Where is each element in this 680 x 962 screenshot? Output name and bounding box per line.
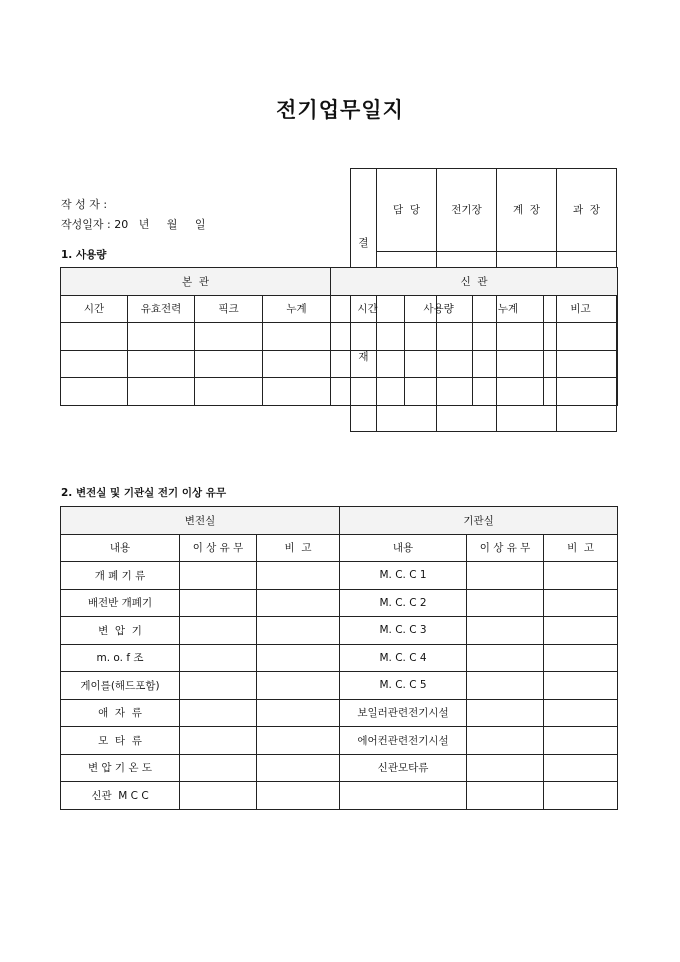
usage-cell[interactable] (544, 378, 618, 406)
substation-abnormal-cell[interactable] (180, 617, 257, 645)
usage-col-header: 픽크 (195, 295, 263, 323)
inspection-row (61, 644, 618, 672)
inspection-col-remark: 비 고 (544, 534, 618, 562)
engine-room-item: M. C. C 3 (340, 617, 467, 645)
usage-cell[interactable] (331, 350, 405, 378)
engine-room-item: M. C. C 1 (340, 562, 467, 590)
substation-item: 게이를(해드포함) (61, 672, 180, 700)
substation-abnormal-cell[interactable] (180, 589, 257, 617)
engine-room-remark-cell[interactable] (544, 699, 618, 727)
engine-room-item: M. C. C 5 (340, 672, 467, 700)
engine-room-remark-cell[interactable] (544, 727, 618, 755)
usage-cell[interactable] (61, 350, 128, 378)
inspection-col-remark: 비 고 (257, 534, 340, 562)
usage-cell[interactable] (473, 323, 544, 351)
substation-remark-cell[interactable] (257, 699, 340, 727)
section1-title: 1. 사용량 (61, 249, 107, 261)
substation-abnormal-cell[interactable] (180, 727, 257, 755)
approval-role-manager: 담 당 (377, 169, 437, 252)
page-title: 전기업무일지 (276, 98, 404, 122)
engine-room-abnormal-cell[interactable] (467, 562, 544, 590)
usage-cell[interactable] (128, 378, 195, 406)
approval-side-top: 결 (358, 237, 369, 249)
substation-item: 변 압 기 온 도 (61, 754, 180, 782)
usage-cell[interactable] (61, 323, 128, 351)
engine-room-remark-cell[interactable] (544, 672, 618, 700)
substation-item: 배전반 개폐기 (61, 589, 180, 617)
engine-room-item: M. C. C 4 (340, 644, 467, 672)
engine-room-abnormal-cell[interactable] (467, 782, 544, 810)
engine-room-remark-cell[interactable] (544, 754, 618, 782)
usage-row (61, 323, 618, 351)
substation-remark-cell[interactable] (257, 644, 340, 672)
usage-cell[interactable] (195, 350, 263, 378)
usage-cell[interactable] (263, 350, 331, 378)
usage-row (61, 378, 618, 406)
usage-group-new: 신 관 (331, 268, 618, 296)
inspection-col-abnormal: 이 상 유 무 (467, 534, 544, 562)
inspection-group-engine-room: 기관실 (340, 507, 618, 535)
approval-role-section-chief: 계 장 (497, 169, 557, 252)
substation-item: m. o. f 조 (61, 644, 180, 672)
usage-col-header: 누계 (473, 295, 544, 323)
substation-remark-cell[interactable] (257, 727, 340, 755)
substation-abnormal-cell[interactable] (180, 644, 257, 672)
usage-cell[interactable] (405, 350, 473, 378)
usage-cell[interactable] (128, 323, 195, 351)
usage-cell[interactable] (544, 323, 618, 351)
inspection-col-abnormal: 이 상 유 무 (180, 534, 257, 562)
engine-room-abnormal-cell[interactable] (467, 617, 544, 645)
substation-remark-cell[interactable] (257, 617, 340, 645)
inspection-group-substation: 변전실 (61, 507, 340, 535)
usage-group-main: 본 관 (61, 268, 331, 296)
substation-item: 변 압 기 (61, 617, 180, 645)
usage-cell[interactable] (544, 350, 618, 378)
usage-col-header: 시간 (61, 295, 128, 323)
usage-cell[interactable] (405, 323, 473, 351)
engine-room-abnormal-cell[interactable] (467, 754, 544, 782)
inspection-row (61, 727, 618, 755)
engine-room-item (340, 782, 467, 810)
engine-room-item: 보일러관련전기시설 (340, 699, 467, 727)
engine-room-abnormal-cell[interactable] (467, 589, 544, 617)
engine-room-remark-cell[interactable] (544, 617, 618, 645)
section2-title: 2. 변전실 및 기관실 전기 이상 유무 (61, 487, 227, 499)
approval-role-electric-chief: 전기장 (437, 169, 497, 252)
inspection-row (61, 562, 618, 590)
usage-col-header: 비고 (544, 295, 618, 323)
inspection-col-content: 내용 (340, 534, 467, 562)
substation-abnormal-cell[interactable] (180, 754, 257, 782)
usage-cell[interactable] (473, 350, 544, 378)
substation-abnormal-cell[interactable] (180, 672, 257, 700)
substation-remark-cell[interactable] (257, 589, 340, 617)
approval-side-bottom: 재 (358, 351, 369, 363)
substation-abnormal-cell[interactable] (180, 699, 257, 727)
engine-room-abnormal-cell[interactable] (467, 727, 544, 755)
usage-cell[interactable] (195, 323, 263, 351)
inspection-table (60, 506, 618, 810)
usage-cell[interactable] (263, 323, 331, 351)
inspection-row (61, 589, 618, 617)
engine-room-item: 신관모타류 (340, 754, 467, 782)
engine-room-item: 에어컨관련전기시설 (340, 727, 467, 755)
approval-role-department-head: 과 장 (557, 169, 617, 252)
substation-remark-cell[interactable] (257, 562, 340, 590)
substation-remark-cell[interactable] (257, 672, 340, 700)
substation-abnormal-cell[interactable] (180, 562, 257, 590)
usage-cell[interactable] (331, 378, 405, 406)
substation-item: 모 타 류 (61, 727, 180, 755)
engine-room-remark-cell[interactable] (544, 644, 618, 672)
engine-room-abnormal-cell[interactable] (467, 699, 544, 727)
inspection-col-content: 내용 (61, 534, 180, 562)
usage-cell[interactable] (61, 378, 128, 406)
substation-abnormal-cell[interactable] (180, 782, 257, 810)
engine-room-item: M. C. C 2 (340, 589, 467, 617)
inspection-row (61, 754, 618, 782)
substation-item: 개 폐 기 류 (61, 562, 180, 590)
substation-remark-cell[interactable] (257, 782, 340, 810)
engine-room-abnormal-cell[interactable] (467, 644, 544, 672)
substation-item: 애 자 류 (61, 699, 180, 727)
engine-room-remark-cell[interactable] (544, 562, 618, 590)
inspection-row (61, 782, 618, 810)
usage-cell[interactable] (405, 378, 473, 406)
usage-col-header: 사용량 (405, 295, 473, 323)
inspection-row (61, 617, 618, 645)
date-line: 작성일자 : 20 년 월 일 (61, 218, 206, 231)
author-label: 작 성 자 : (61, 198, 108, 211)
usage-cell[interactable] (331, 323, 405, 351)
usage-table (60, 267, 618, 406)
inspection-row (61, 672, 618, 700)
substation-item: 신관 M C C (61, 782, 180, 810)
engine-room-abnormal-cell[interactable] (467, 672, 544, 700)
usage-cell[interactable] (263, 378, 331, 406)
usage-col-header: 유효전력 (128, 295, 195, 323)
inspection-row (61, 699, 618, 727)
substation-remark-cell[interactable] (257, 754, 340, 782)
usage-cell[interactable] (195, 378, 263, 406)
usage-cell[interactable] (128, 350, 195, 378)
usage-col-header: 시간 (331, 295, 405, 323)
usage-cell[interactable] (473, 378, 544, 406)
usage-row (61, 350, 618, 378)
engine-room-remark-cell[interactable] (544, 589, 618, 617)
usage-col-header: 누계 (263, 295, 331, 323)
engine-room-remark-cell[interactable] (544, 782, 618, 810)
